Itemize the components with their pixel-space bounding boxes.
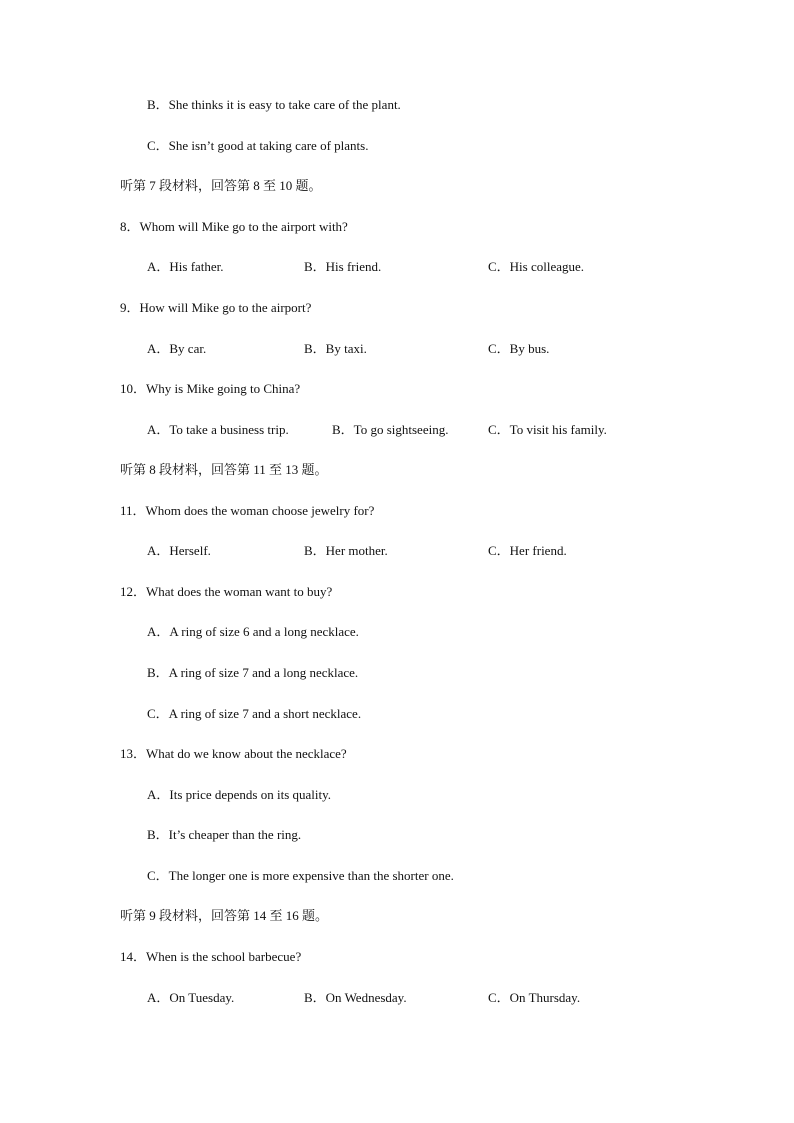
question-8: 8．Whom will Mike go to the airport with? [120, 219, 348, 234]
option-14b: B．On Wednesday. [304, 990, 407, 1005]
option-8a: A．His father. [147, 259, 224, 274]
option-13a: A．Its price depends on its quality. [147, 787, 332, 802]
option-9c: C．By bus. [488, 341, 550, 356]
question-12: 12．What does the woman want to buy? [120, 584, 333, 599]
question-11: 11．Whom does the woman choose jewelry for? [120, 503, 375, 518]
section-instruction-7: 听第 7 段材料，回答第 8 至 10 题。 [120, 178, 322, 193]
section-instruction-8: 听第 8 段材料，回答第 11 至 13 题。 [120, 462, 328, 477]
section-instruction-9: 听第 9 段材料，回答第 14 至 16 题。 [120, 908, 329, 923]
question-13: 13．What do we know about the necklace? [120, 746, 347, 761]
option-10b: B．To go sightseeing. [332, 422, 449, 437]
question-9: 9．How will Mike go to the airport? [120, 300, 312, 315]
option-13b: B．It’s cheaper than the ring. [147, 827, 302, 842]
option-14a: A．On Tuesday. [147, 990, 235, 1005]
option-11b: B．Her mother. [304, 543, 388, 558]
option-8b: B．His friend. [304, 259, 382, 274]
option-12a: A．A ring of size 6 and a long necklace. [147, 624, 359, 639]
option-12b: B．A ring of size 7 and a long necklace. [147, 665, 359, 680]
option-11a: A．Herself. [147, 543, 211, 558]
option-9a: A．By car. [147, 341, 207, 356]
option-9b: B．By taxi. [304, 341, 367, 356]
option-13c: C．The longer one is more expensive than the shorter one. [147, 868, 454, 883]
option-10a: A．To take a business trip. [147, 422, 289, 437]
option-7b: B．She thinks it is easy to take care of the plant. [147, 97, 401, 112]
option-11c: C．Her friend. [488, 543, 567, 558]
option-14c: C．On Thursday. [488, 990, 581, 1005]
option-12c: C．A ring of size 7 and a short necklace. [147, 706, 362, 721]
question-14: 14．When is the school barbecue? [120, 949, 302, 964]
question-10: 10．Why is Mike going to China? [120, 381, 301, 396]
option-8c: C．His colleague. [488, 259, 585, 274]
option-10c: C．To visit his family. [488, 422, 607, 437]
option-7c: C．She isn’t good at taking care of plants. [147, 138, 369, 153]
